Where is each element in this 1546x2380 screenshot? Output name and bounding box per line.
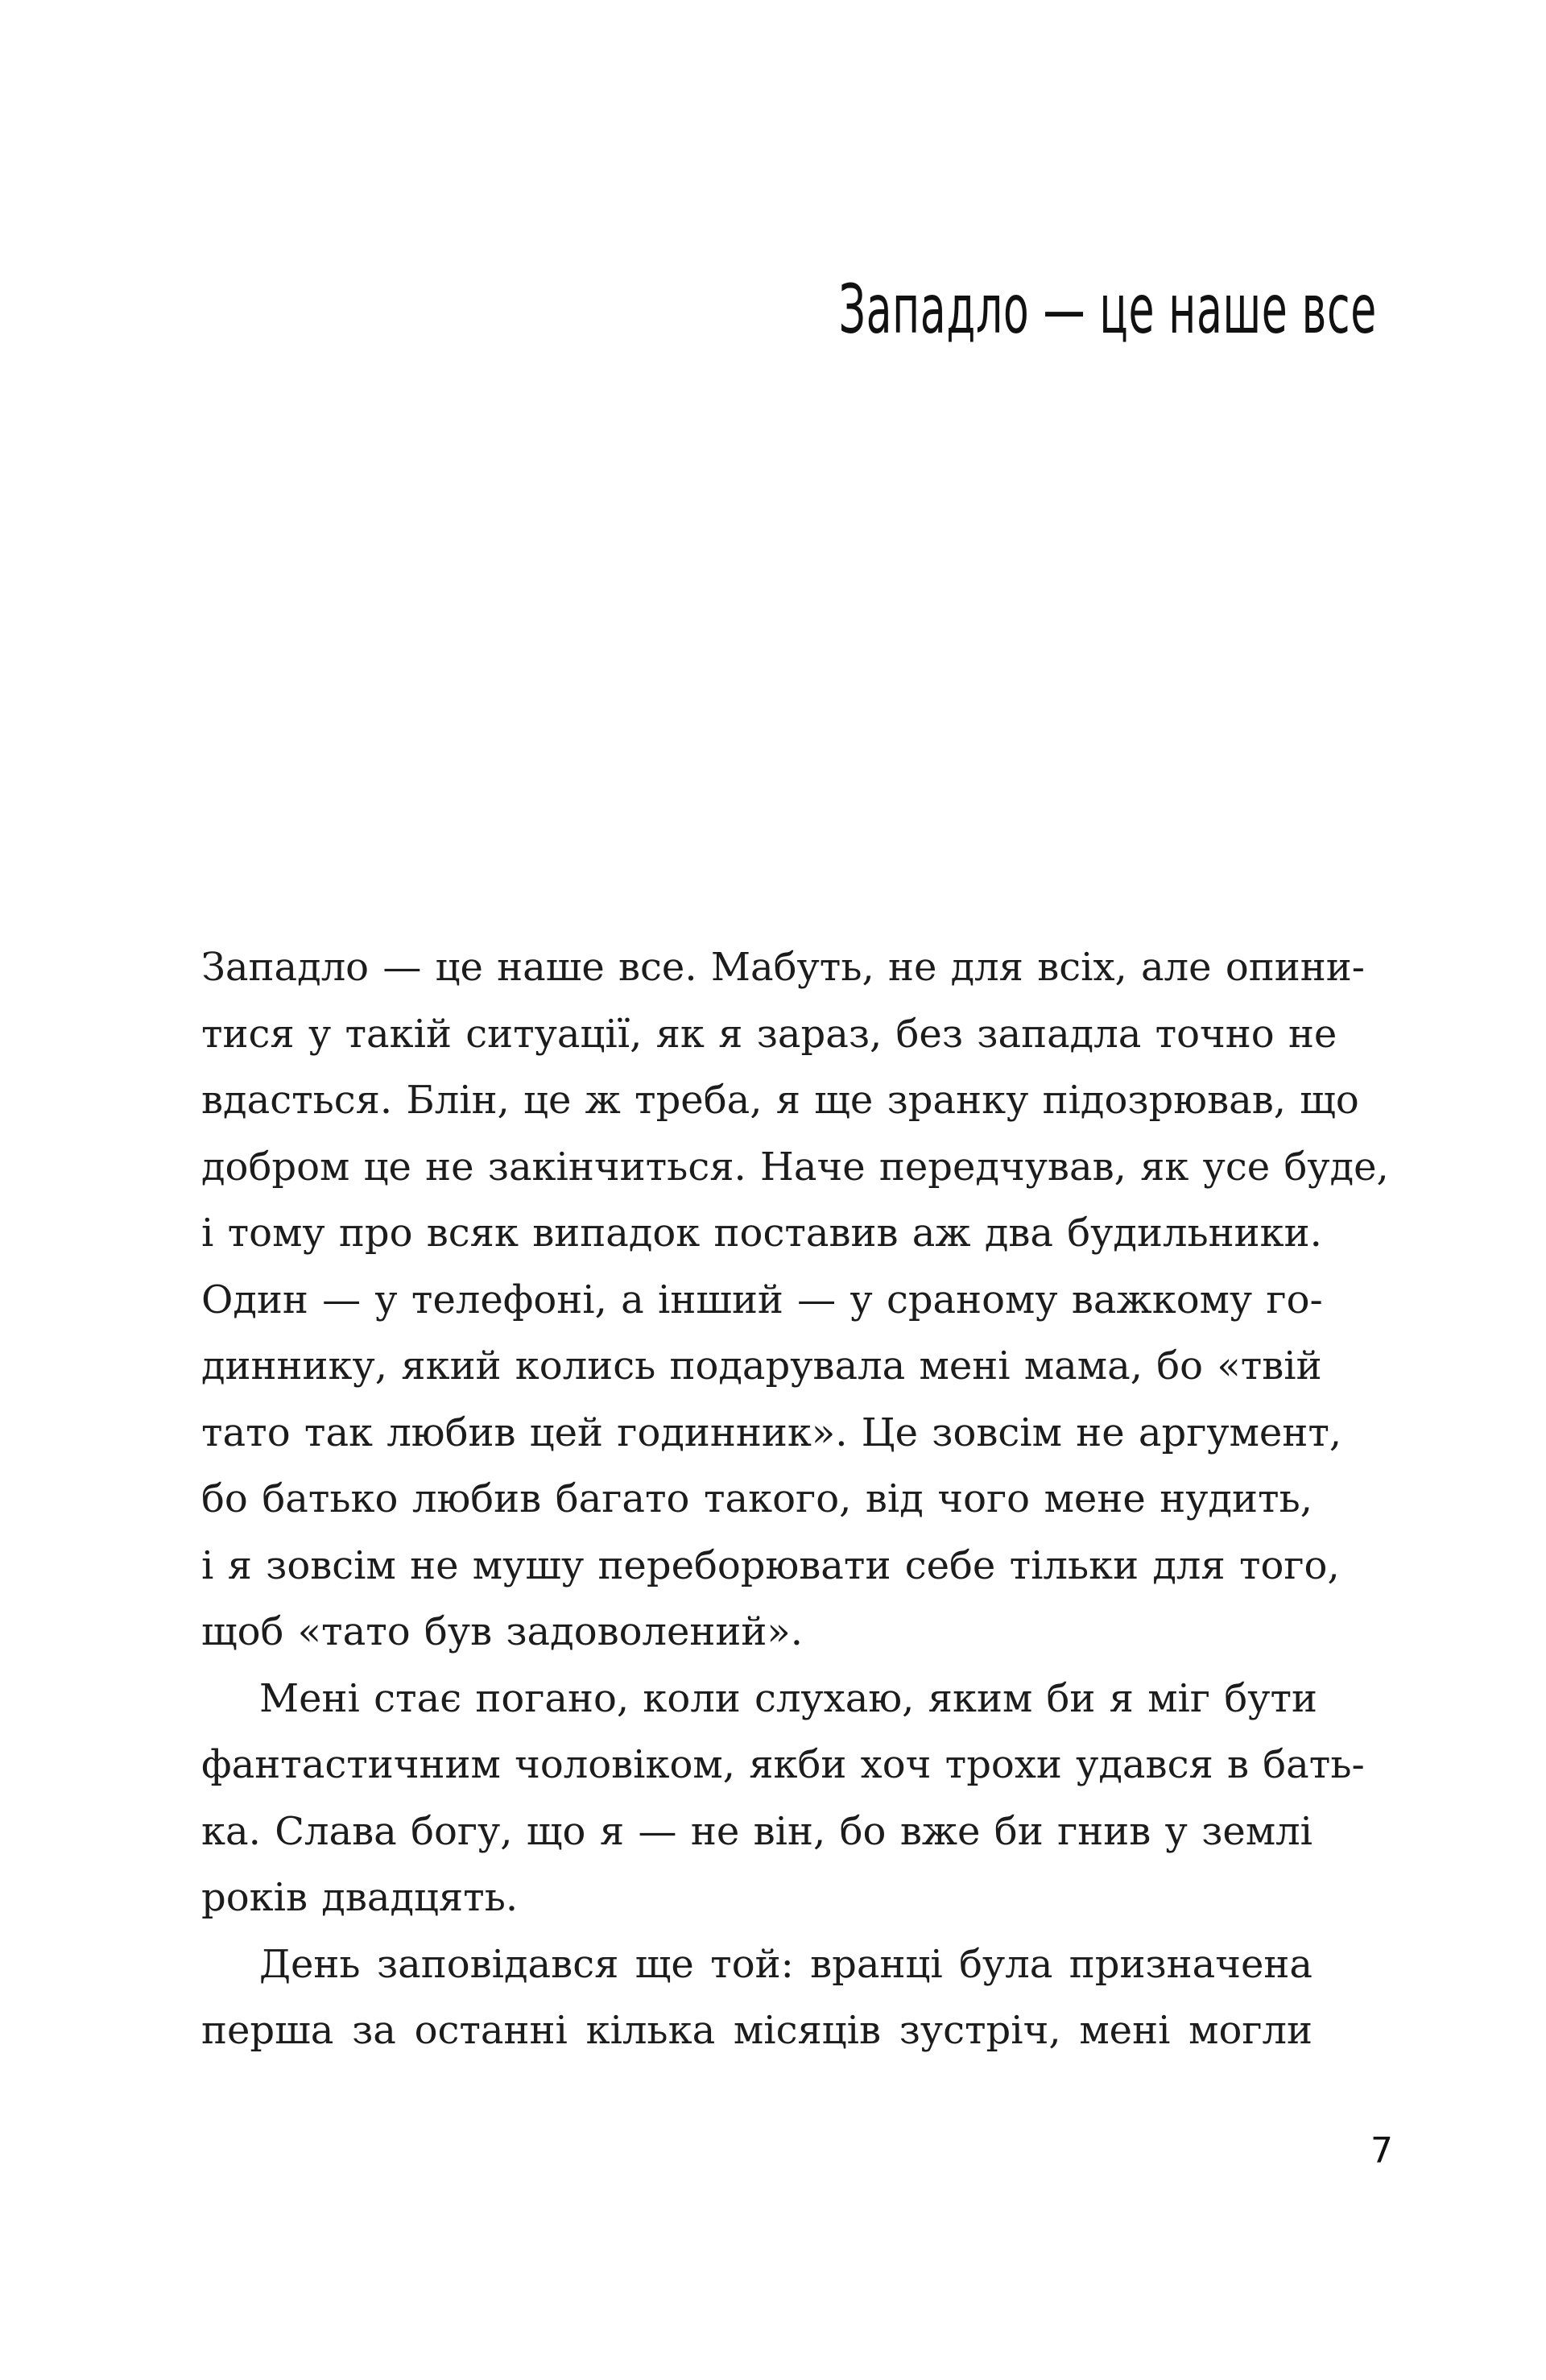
text-line: і тому про всяк випадок поставив аж два будильники. [201,1211,1322,1256]
chapter-title: Западло — це наше все [838,270,1377,349]
text-line: Мені стає погано, коли слухаю, яким би я міг бути [259,1675,1317,1721]
text-line: тато так любив цей годинник». Це зовсім не аргумент, [201,1409,1342,1455]
paragraph [201,1666,1365,1931]
text-line: перша за останні кілька місяців зустріч, мені могли [201,2008,1312,2053]
text-line: тися у такій ситуації, як я зараз, без западла точно не [201,1011,1337,1057]
text-line: років двадцять. [201,1875,519,1920]
text-line: бо батько любив багато такого, від чого мене нудить, [201,1476,1312,1521]
text-line: День заповідався ще той: вранці була призначена [259,1941,1312,1987]
text-line: Западло — це наше все. Мабуть, не для всіх, але опини- [201,945,1365,990]
text-line: вдасться. Блін, це ж треба, я ще зранку підозрював, що [201,1078,1359,1123]
text-line: фантастичним чоловіком, якби хоч трохи удався в бать- [201,1742,1365,1787]
text-line: і я зовсім не мушу переборювати себе тільки для того, [201,1542,1340,1588]
body-text [201,934,1389,2064]
text-line: ка. Слава богу, що я — не він, бо вже би гнив у землі [201,1808,1312,1854]
page-number: 7 [1370,2130,1393,2171]
paragraph [201,1931,1312,2064]
text-line: добром це не закінчиться. Наче передчував, як усе буде, [201,1144,1389,1190]
text-line: Один — у телефоні, а інший — у сраному важкому го- [201,1277,1323,1322]
paragraph [201,934,1389,1666]
text-line: щоб «тато був задоволений». [201,1609,804,1654]
text-line: диннику, який колись подарувала мені мама, бо «твій [201,1343,1322,1389]
